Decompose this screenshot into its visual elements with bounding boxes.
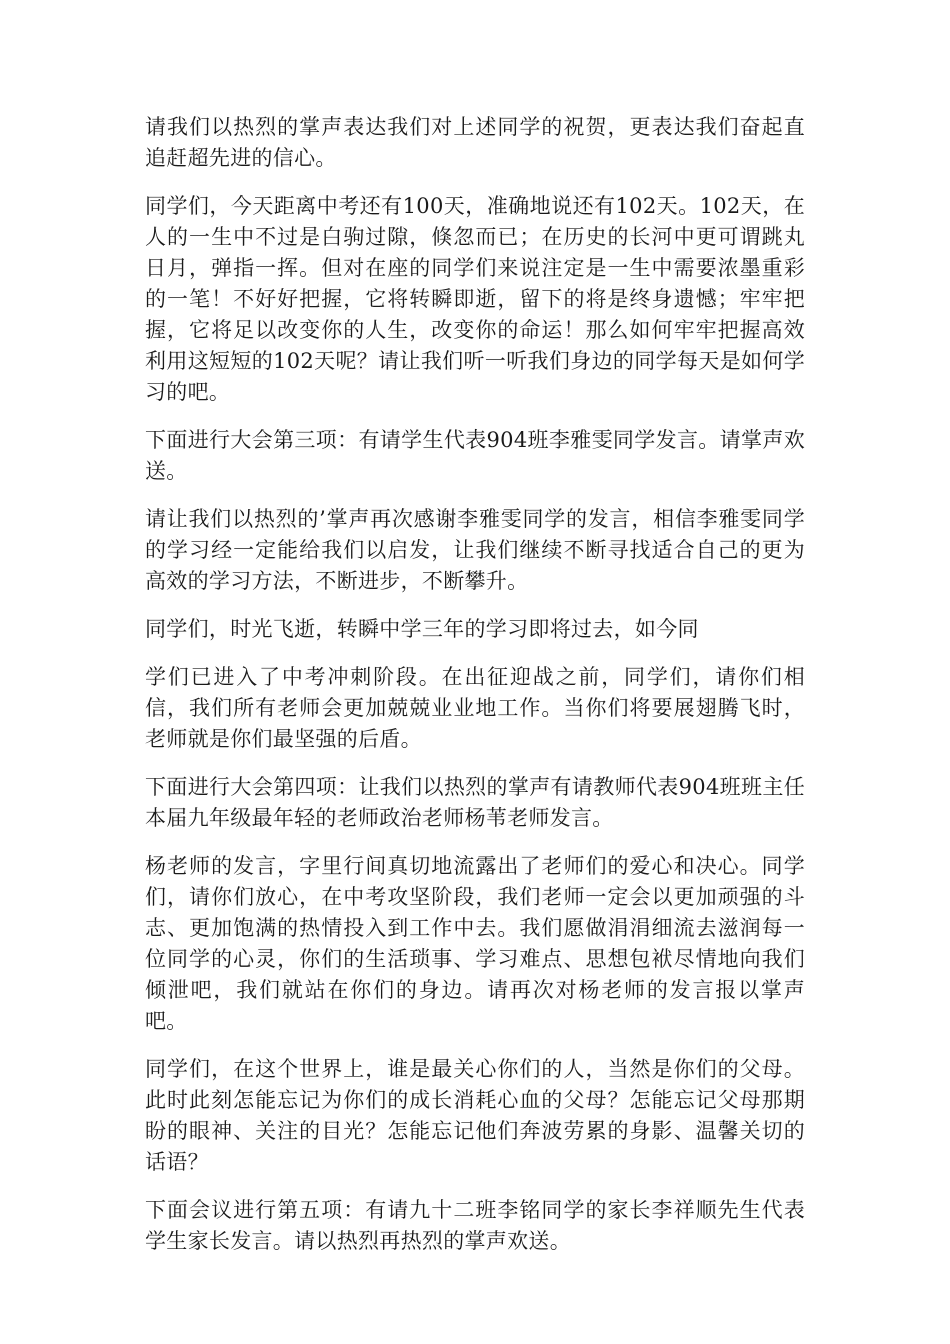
paragraph-6: 学们已进入了中考冲刺阶段。在出征迎战之前，同学们，请你们相信，我们所有老师会更加兢兢业业地工作。当你们将要展翅腾飞时，老师就是你们最坚强的后盾。 (145, 665, 805, 751)
paragraph-9: 同学们，在这个世界上，谁是最关心你们的人，当然是你们的父母。此时此刻怎能忘记为你们的成长消耗心血的父母？怎能忘记父母那期盼的眼神、关注的目光？怎能忘记他们奔波劳累的身影、温馨关切的话语？ (145, 1057, 805, 1174)
document-body (145, 112, 805, 1274)
paragraph-5: 同学们，时光飞逝，转瞬中学三年的学习即将过去，如今同 (145, 617, 699, 641)
paragraph-7: 下面进行大会第四项：让我们以热烈的掌声有请教师代表904班班主任本届九年级最年轻的老师政治老师杨苇老师发言。 (145, 775, 805, 830)
paragraph-1: 请我们以热烈的掌声表达我们对上述同学的祝贺，更表达我们奋起直追赶超先进的信心。 (145, 115, 805, 170)
paragraph-8: 杨老师的发言，字里行间真切地流露出了老师们的爱心和决心。同学们，请你们放心，在中考攻坚阶段，我们老师一定会以更加顽强的斗志、更加饱满的热情投入到工作中去。我们愿做涓涓细流去滋润每一位同学的心灵，你们的生活琐事、学习难点、思想包袱尽情地向我们倾泄吧，我们就站在你们的身边。请再次对杨老师的发言报以掌声吧。 (145, 854, 805, 1033)
paragraph-4: 请让我们以热烈的’掌声再次感谢李雅雯同学的发言，相信李雅雯同学的学习经一定能给我们以启发，让我们继续不断寻找适合自己的更为高效的学习方法，不断进步，不断攀升。 (145, 507, 805, 593)
paragraph-2: 同学们，今天距离中考还有100天，准确地说还有102天。102天，在人的一生中不过是白驹过隙，倏忽而已；在历史的长河中更可谓跳丸日月，弹指一挥。但对在座的同学们来说注定是一生中需要浓墨重彩的一笔！不好好把握，它将转瞬即逝，留下的将是终身遗憾；牢牢把握，它将足以改变你的人生，改变你的命运！那么如何牢牢把握高效利用这短短的102天呢？请让我们听一听我们身边的同学每天是如何学习的吧。 (145, 194, 805, 404)
paragraph-10: 下面会议进行第五项：有请九十二班李铭同学的家长李祥顺先生代表学生家长发言。请以热烈再热烈的掌声欢送。 (145, 1198, 805, 1253)
paragraph-3: 下面进行大会第三项：有请学生代表904班李雅雯同学发言。请掌声欢送。 (145, 428, 805, 483)
